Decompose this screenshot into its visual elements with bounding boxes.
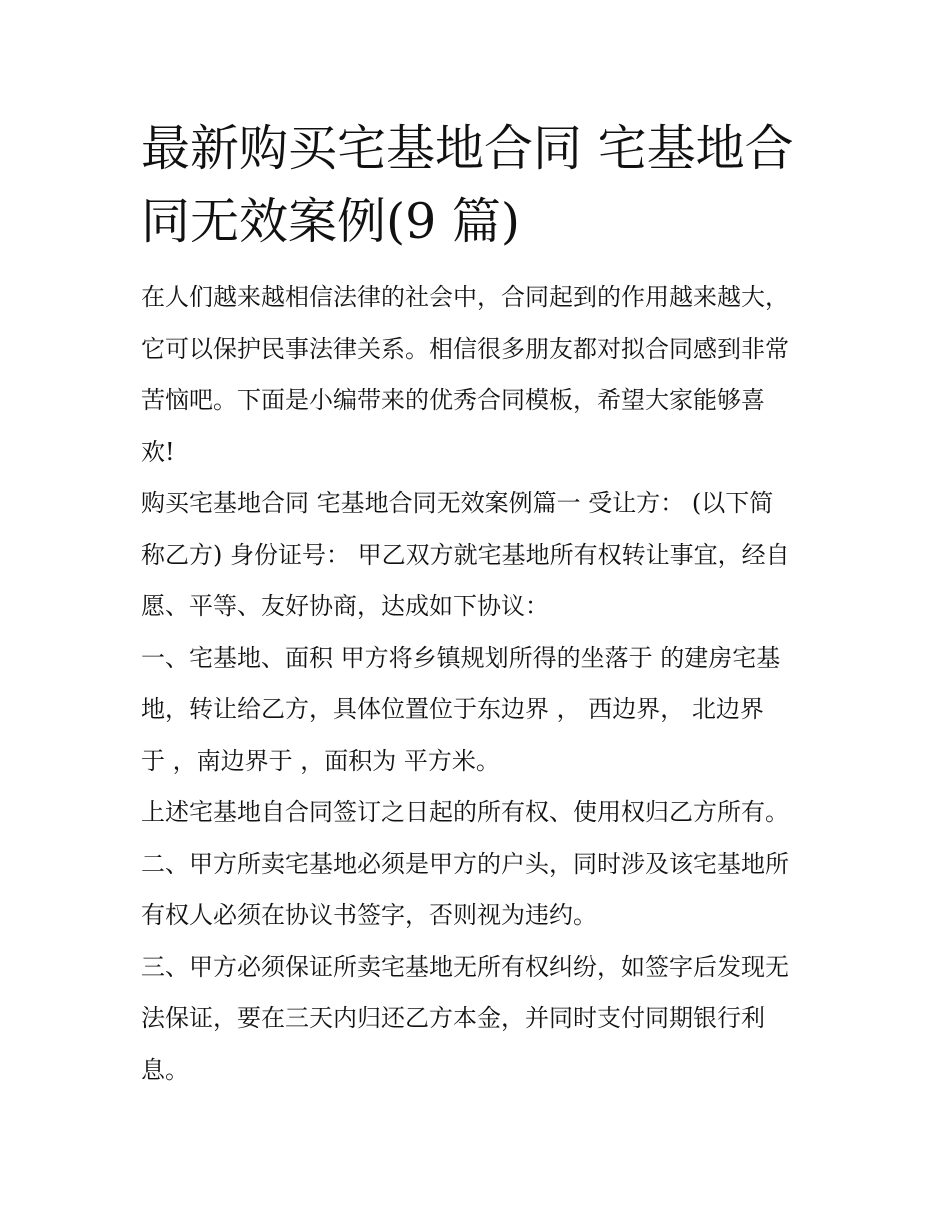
text-line: 称乙方) 身份证号： 甲乙双方就宅基地所有权转让事宜，经自: [141, 540, 790, 569]
text-line: 地，转让给乙方，具体位置位于东边界 ， 西边界， 北边界: [141, 695, 764, 723]
paragraph-clause-3: [141, 942, 821, 1097]
text-line: 愿、平等、友好协商，达成如下协议：: [141, 592, 549, 620]
text-line: 息。: [141, 1055, 189, 1084]
paragraph-intro: [141, 272, 821, 478]
document-title: [141, 112, 821, 258]
text-line: 欢!: [141, 437, 175, 466]
text-line: 有权人必须在协议书签字，否则视为违约。: [141, 901, 597, 929]
text-line: 一、宅基地、面积 甲方将乡镇规划所得的坐落于 的建房宅基: [141, 643, 781, 672]
paragraph-part-one-heading: [141, 478, 821, 633]
text-line: 二、甲方所卖宅基地必须是甲方的户头，同时涉及该宅基地所: [141, 849, 789, 878]
document-page: [141, 112, 821, 1096]
title-line-1: 最新购买宅基地合同 宅基地合: [141, 120, 794, 177]
paragraph-clause-1: [141, 633, 821, 788]
text-line: 在人们越来越相信法律的社会中，合同起到的作用越来越大，: [141, 283, 789, 311]
paragraph-clause-2: [141, 839, 821, 942]
text-line: 苦恼吧。下面是小编带来的优秀合同模板，希望大家能够喜: [141, 386, 765, 414]
text-line: 于 ，南边界于 ，面积为 平方米。: [141, 746, 500, 775]
text-line: 上述宅基地自合同签订之日起的所有权、使用权归乙方所有。: [141, 798, 789, 826]
text-line: 法保证，要在三天内归还乙方本金，并同时支付同期银行利: [141, 1004, 765, 1032]
text-line: 它可以保护民事法律关系。相信很多朋友都对拟合同感到非常: [141, 334, 789, 363]
title-line-2: 同无效案例(9 篇): [141, 193, 520, 250]
text-line: 三、甲方必须保证所卖宅基地无所有权纠纷，如签字后发现无: [141, 952, 789, 981]
paragraph-ownership: [141, 787, 821, 839]
text-line: 购买宅基地合同 宅基地合同无效案例篇一 受让方： (以下简: [141, 489, 774, 517]
